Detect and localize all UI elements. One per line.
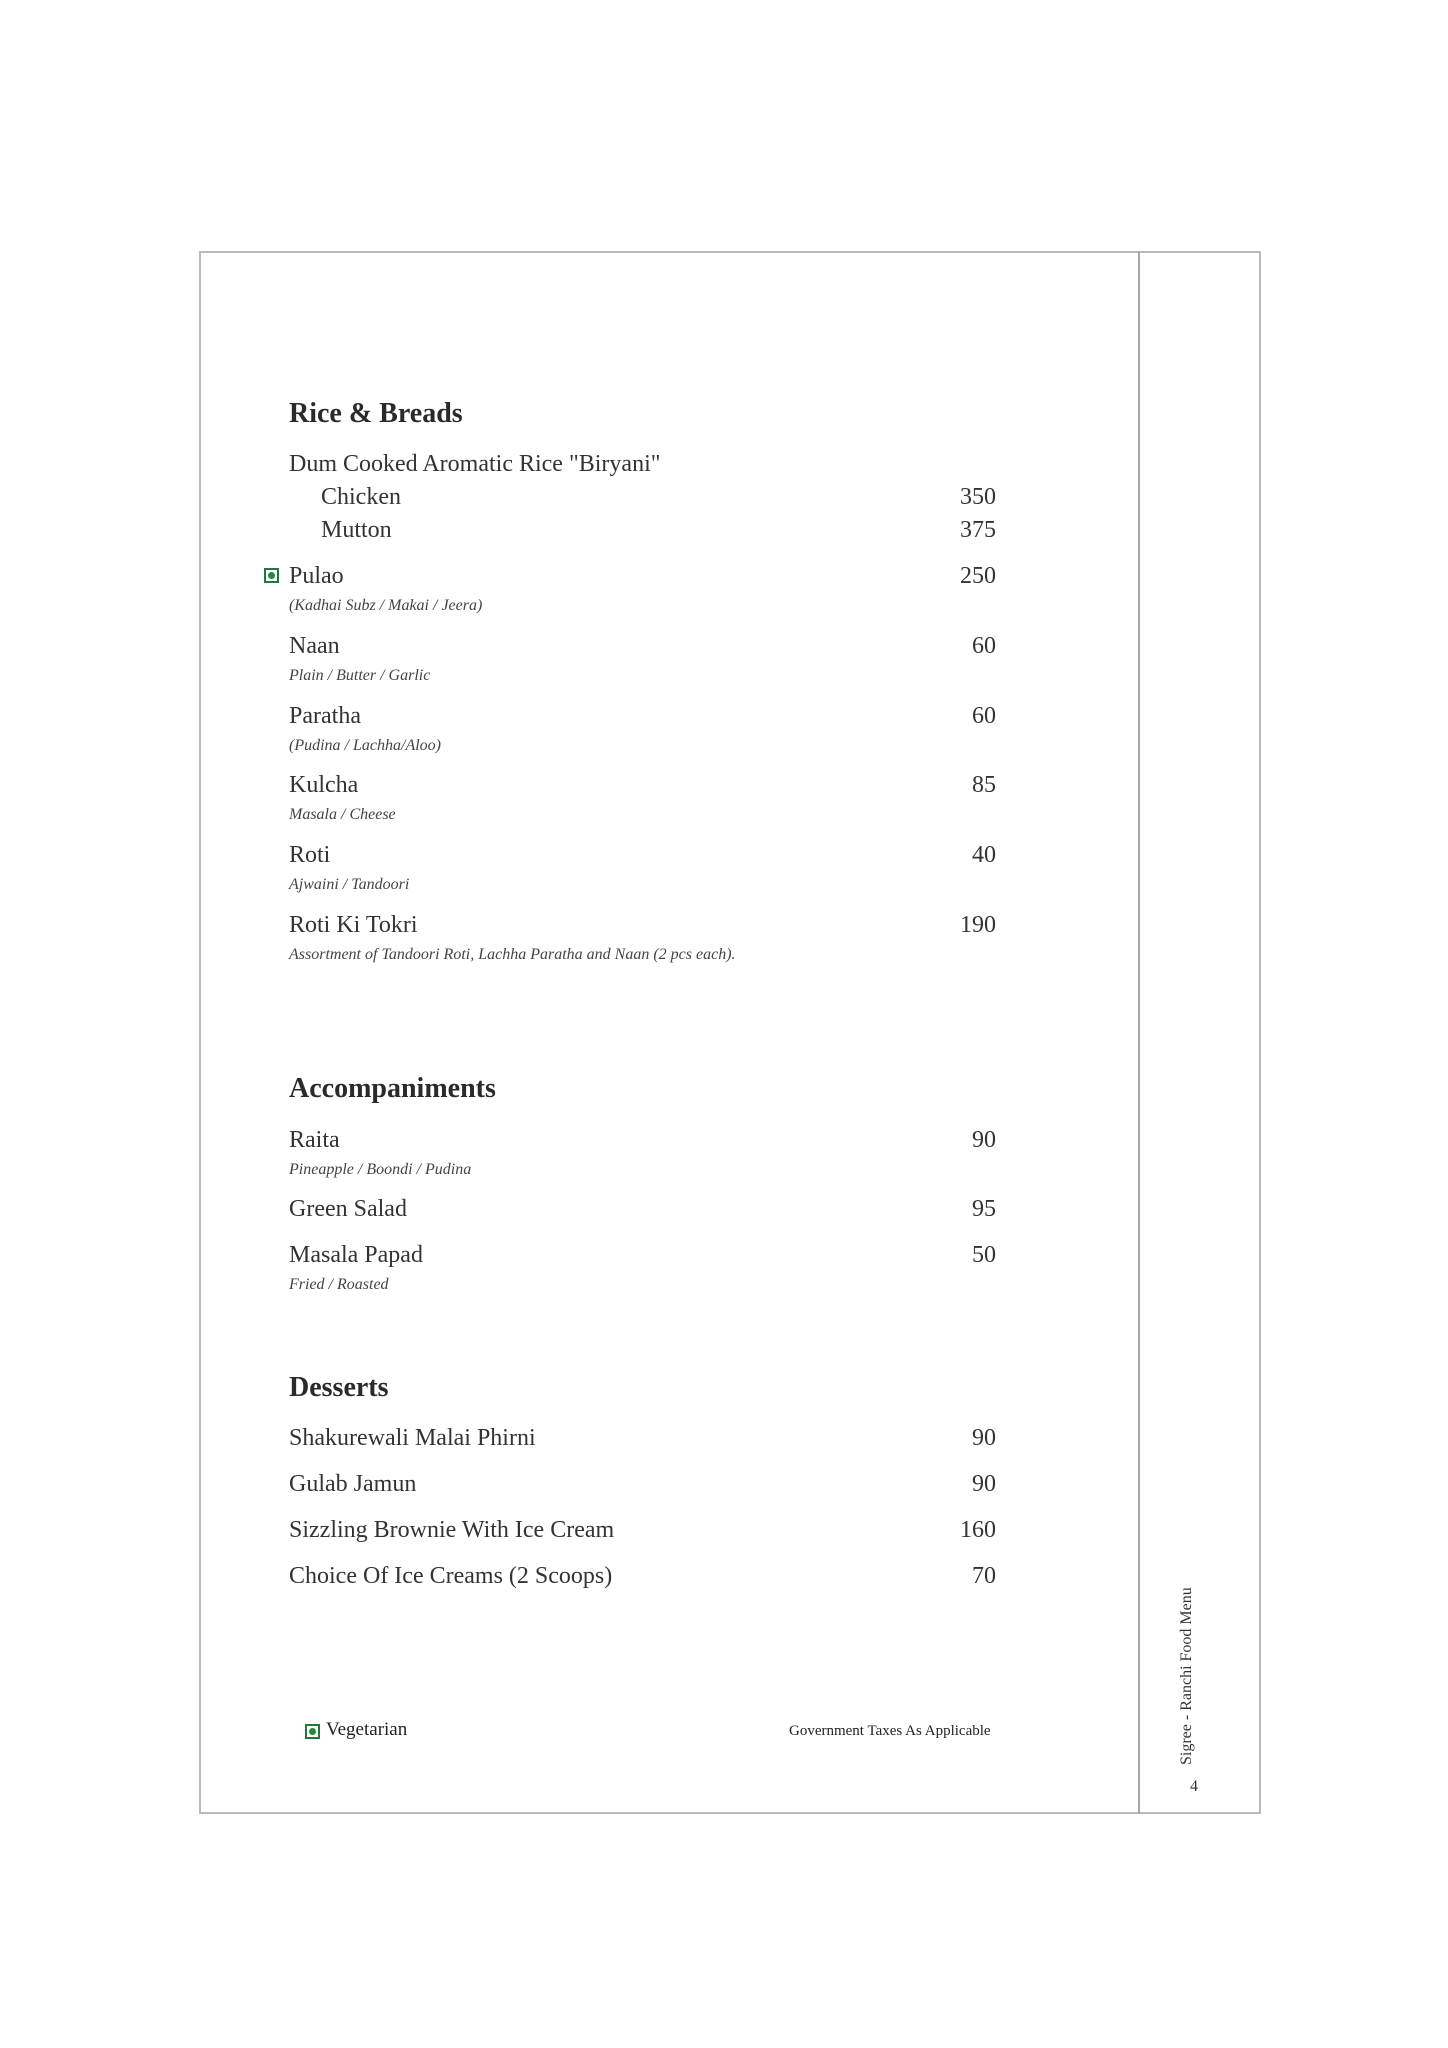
desc-masala-papad: Fried / Roasted — [289, 1276, 389, 1293]
menu-item-ice-creams: Choice Of Ice Creams (2 Scoops) — [289, 1563, 613, 1589]
menu-item-paratha: Paratha — [289, 703, 361, 729]
section-title-desserts: Desserts — [289, 1372, 389, 1403]
price-biryani-mutton: 375 — [960, 517, 996, 543]
menu-item-naan: Naan — [289, 633, 340, 659]
menu-item-kulcha: Kulcha — [289, 772, 359, 798]
price-masala-papad: 50 — [972, 1242, 996, 1268]
biryani-variant-chicken: Chicken — [321, 484, 401, 510]
price-biryani-chicken: 350 — [960, 484, 996, 510]
price-pulao: 250 — [960, 563, 996, 589]
price-raita: 90 — [972, 1127, 996, 1153]
desc-roti: Ajwaini / Tandoori — [289, 876, 410, 893]
veg-indicator-icon — [264, 568, 279, 583]
menu-item-roti-ki-tokri: Roti Ki Tokri — [289, 912, 418, 938]
desc-paratha: (Pudina / Lachha/Aloo) — [289, 737, 441, 754]
sidebar-menu-title: Sigree - Ranchi Food Menu — [1178, 1587, 1195, 1765]
price-green-salad: 95 — [972, 1196, 996, 1222]
section-title-rice-breads: Rice & Breads — [289, 398, 463, 429]
tax-note: Government Taxes As Applicable — [789, 1723, 991, 1739]
menu-item-biryani: Dum Cooked Aromatic Rice "Biryani" — [289, 451, 661, 477]
sidebar-divider — [1138, 251, 1140, 1814]
menu-item-pulao: Pulao — [289, 563, 344, 589]
menu-item-raita: Raita — [289, 1127, 340, 1153]
section-title-accompaniments: Accompaniments — [289, 1073, 496, 1104]
price-gulab-jamun: 90 — [972, 1471, 996, 1497]
price-kulcha: 85 — [972, 772, 996, 798]
menu-item-green-salad: Green Salad — [289, 1196, 407, 1222]
menu-item-roti: Roti — [289, 842, 331, 868]
desc-raita: Pineapple / Boondi / Pudina — [289, 1161, 472, 1178]
price-roti-ki-tokri: 190 — [960, 912, 996, 938]
menu-item-malai-phirni: Shakurewali Malai Phirni — [289, 1425, 536, 1451]
desc-naan: Plain / Butter / Garlic — [289, 667, 431, 684]
menu-item-gulab-jamun: Gulab Jamun — [289, 1471, 417, 1497]
desc-kulcha: Masala / Cheese — [289, 806, 396, 823]
price-roti: 40 — [972, 842, 996, 868]
veg-legend-icon — [305, 1724, 320, 1739]
price-sizzling-brownie: 160 — [960, 1517, 996, 1543]
desc-roti-ki-tokri: Assortment of Tandoori Roti, Lachha Paratha and Naan (2 pcs each). — [289, 946, 736, 963]
price-malai-phirni: 90 — [972, 1425, 996, 1451]
price-paratha: 60 — [972, 703, 996, 729]
price-naan: 60 — [972, 633, 996, 659]
page-number: 4 — [1190, 1778, 1198, 1795]
veg-legend-label: Vegetarian — [326, 1719, 408, 1740]
menu-item-masala-papad: Masala Papad — [289, 1242, 423, 1268]
desc-pulao: (Kadhai Subz / Makai / Jeera) — [289, 597, 483, 614]
biryani-variant-mutton: Mutton — [321, 517, 392, 543]
menu-item-sizzling-brownie: Sizzling Brownie With Ice Cream — [289, 1517, 615, 1543]
price-ice-creams: 70 — [972, 1563, 996, 1589]
